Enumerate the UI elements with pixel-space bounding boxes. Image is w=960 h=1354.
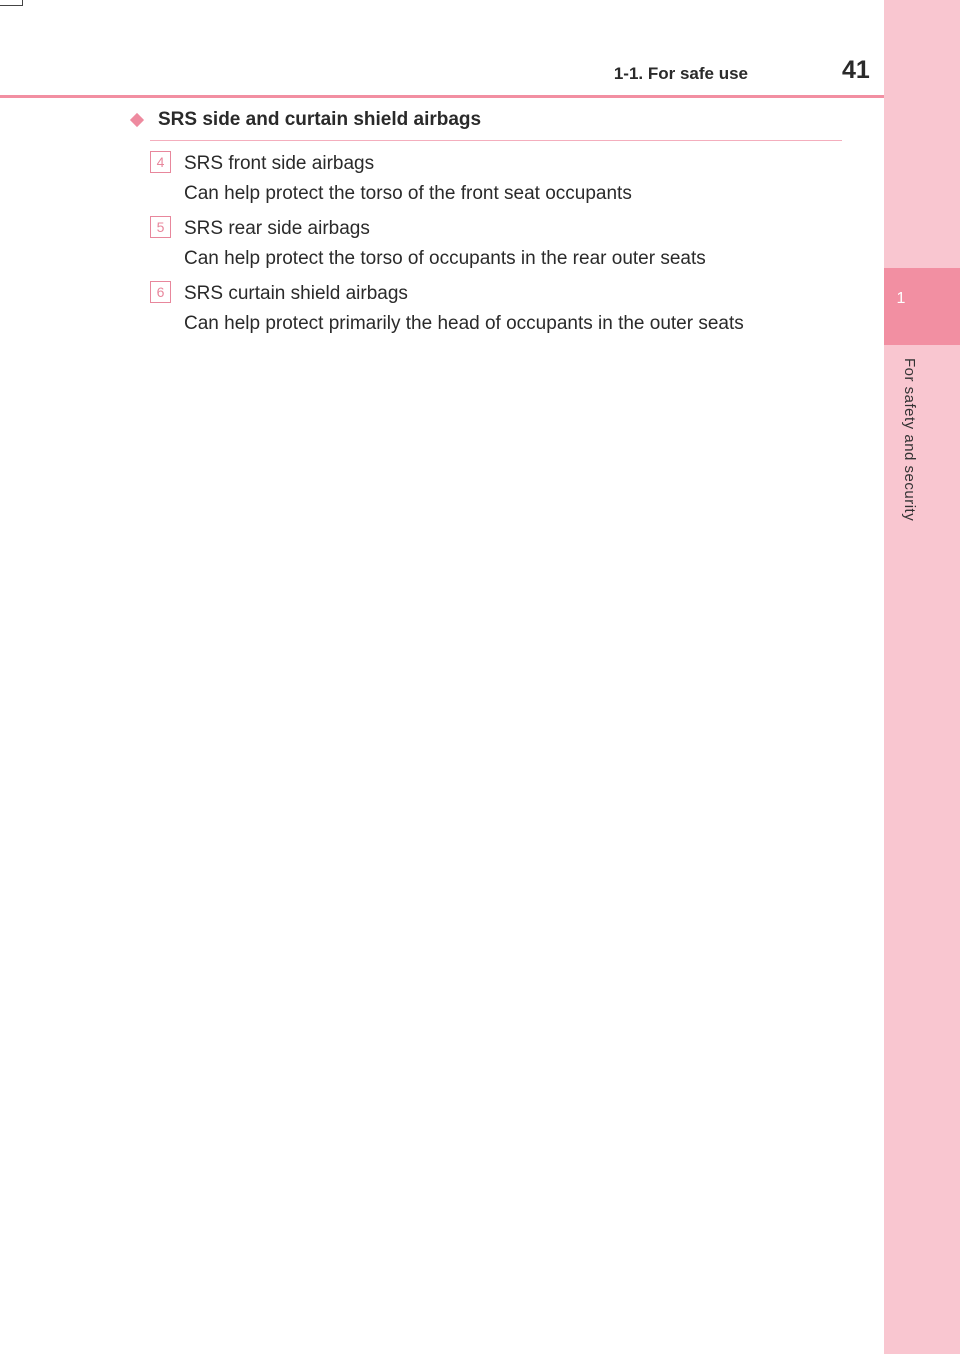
item-name: SRS front side airbags: [184, 153, 375, 174]
section-rule: [150, 140, 842, 141]
item-name: SRS curtain shield airbags: [184, 283, 408, 304]
list-item: [150, 149, 632, 209]
item-text: [184, 149, 632, 209]
diamond-bullet-icon: [130, 113, 144, 127]
item-text: [184, 279, 744, 339]
item-number-badge: 6: [150, 281, 171, 303]
page-number: 41: [842, 56, 870, 84]
item-description: Can help protect the torso of occupants in the rear outer seats: [184, 248, 706, 269]
item-description: Can help protect the torso of the front seat occupants: [184, 183, 632, 204]
section-heading: [128, 109, 481, 131]
item-description: Can help protect primarily the head of occupants in the outer seats: [184, 313, 744, 334]
item-text: [184, 214, 706, 274]
item-name: SRS rear side airbags: [184, 218, 370, 239]
crop-mark-top-left-vertical: [22, 0, 23, 6]
crop-mark-top-left-horizontal: [0, 5, 22, 6]
item-number-badge: 4: [150, 151, 171, 173]
item-number-badge: 5: [150, 216, 171, 238]
list-item: [150, 214, 706, 274]
list-item: [150, 279, 744, 339]
header-rule: [0, 95, 884, 98]
chapter-title: For safety and security: [901, 358, 918, 522]
section-title: SRS side and curtain shield airbags: [158, 109, 482, 130]
chapter-number: 1: [896, 290, 906, 307]
side-band: [884, 0, 960, 1354]
header-section-title: 1-1. For safe use: [613, 64, 748, 83]
